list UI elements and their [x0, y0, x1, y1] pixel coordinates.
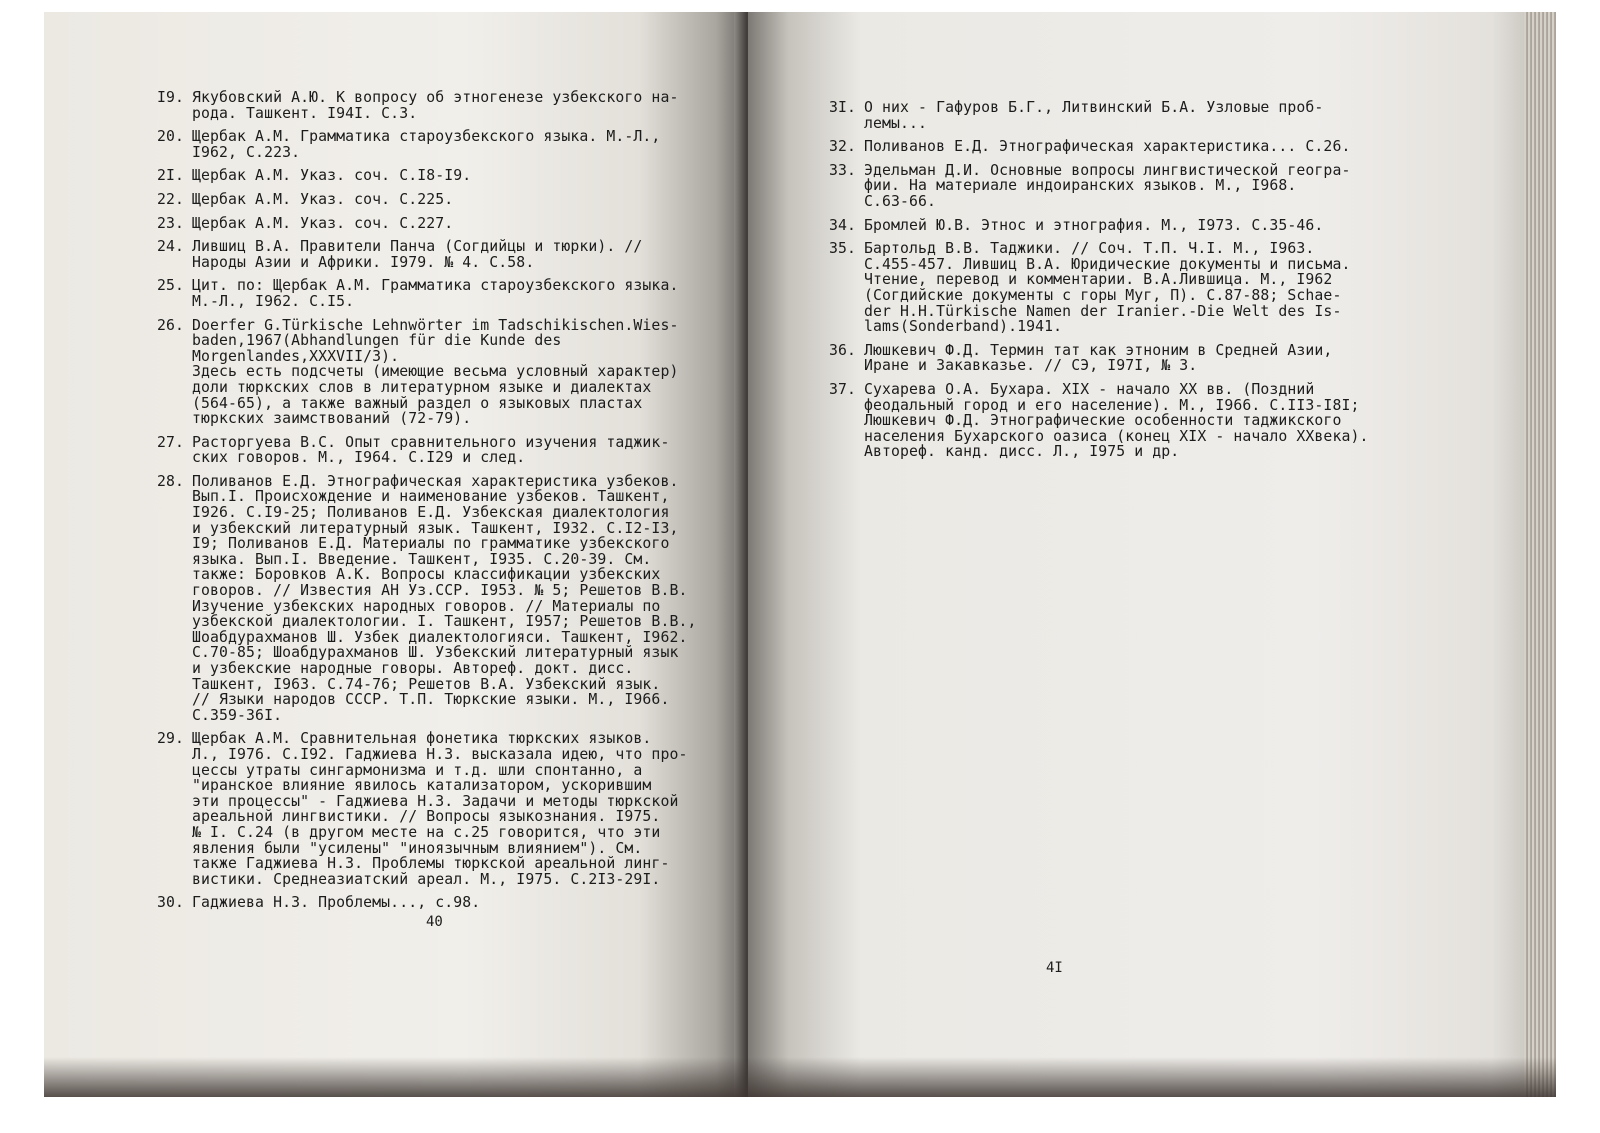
footnote-text: Эдельман Д.И. Основные вопросы лингвистической геогра- фии. На материале индоиранских языков. М., I968. С.63-66.	[864, 161, 1351, 210]
footnote	[816, 382, 1456, 460]
footnote-text: Лившиц В.А. Правители Панча (Согдийцы и тюрки). // Народы Азии и Африки. I979. № 4. С.58.	[192, 238, 643, 271]
footnote-text: Поливанов Е.Д. Этнографическая характеристика узбеков. Вып.I. Происхождение и наименование узбеков. Ташкент, I926. С.I9-25; Поливанов Е.Д. Узбекская диалектология и узбекский литературный язык. Ташкент, I932. С.I2-I3, I9; Поливанов Е.Д. Материалы по грамматике узбекского языка. Вып.I. Введение. Ташкент, I935. С.20-39. См. также: Боровков А.К. Вопросы классификации узбекских говоров. // Известия АН Уз.ССР. I953. № 5; Решетов В.В. Изучение узбекских народных говоров. // Материалы по узбекской диалектологии. I. Ташкент, I957; Решетов В.В., Шоабдурахманов Ш. Узбек диалектологияси. Ташкент, I962. С.70-85; Шоабдурахманов Ш. Узбекский литературный язык и узбекские народные говоры. Автореф. докт. дисс. Ташкент, I963. С.74-76; Решетов В.А. Узбекский язык. // Языки народов СССР. Т.П. Тюркские языки. М., I966. С.359-36I.	[192, 472, 697, 724]
footnote	[144, 192, 704, 208]
footnote-number: 22.	[156, 190, 184, 208]
footnote-number: 33.	[828, 161, 856, 179]
footnote	[144, 474, 704, 724]
footnote-number: 23.	[156, 214, 184, 232]
footnote-number: 32.	[828, 138, 856, 156]
footnote	[816, 343, 1456, 374]
footnote-text: Расторгуева В.С. Опыт сравнительного изучения таджик- ских говоров. М., I964. С.I29 и след.	[192, 433, 670, 467]
footnote-number: 30.	[156, 894, 184, 912]
footnote-text: Щербак А.М. Сравнительная фонетика тюркских языков. Л., I976. С.I92. Гаджиева Н.З. высказала идею, что про- цессы утраты сингармонизма и т.д. шли спонтанно, а "иранское влияние явилось катализатором, ускорившим эти процессы" - Гаджиева Н.З. Задачи и методы тюркской ареальной лингвистики. // Вопросы языкознания. I975. № I. С.24 (в другом месте на с.25 говорится, что эти явления были "усилены" "иноязычным влиянием"). См. также Гаджиева Н.З. Проблемы тюркской ареальной линг- вистики. Среднеазиатский ареал. М., I975. С.2I3-29I.	[192, 730, 688, 888]
footnote-text: Цит. по: Щербак А.М. Грамматика староузбекского языка. М.-Л., I962. С.I5.	[192, 277, 679, 310]
footnote-number: 35.	[828, 240, 856, 258]
footnote-number: I9.	[156, 89, 184, 106]
left-page	[44, 12, 744, 1097]
footnote-number: 26.	[156, 316, 184, 334]
footnote	[144, 318, 704, 427]
footnote-text: Щербак А.М. Указ. соч. С.I8-I9.	[192, 167, 472, 185]
footnote-text: Щербак А.М. Грамматика староузбекского языка. М.-Л., I962, С.223.	[192, 128, 661, 161]
footnote-number: 37.	[828, 380, 856, 398]
footnote	[144, 216, 704, 232]
footnote-text: Сухарева О.А. Бухара. XIX - начало XX вв. (Поздний феодальный город и его население). М., I966. С.II3-I8I; Люшкевич Ф.Д. Этнографические особенности таджикского населения Бухарского оазиса (конец XIX - начало XXвека). Автореф. канд. дисс. Л., I975 и др.	[864, 380, 1369, 461]
page-number: 40	[426, 914, 443, 930]
footnote	[816, 163, 1456, 210]
footnote	[144, 278, 704, 309]
footnote	[816, 218, 1456, 234]
bottom-shadow	[44, 1057, 1556, 1097]
footnote-number: 20.	[156, 128, 184, 146]
footnote-text: Поливанов Е.Д. Этнографическая характеристика... С.26.	[864, 138, 1351, 156]
footnote-number: 28.	[156, 472, 184, 490]
footnote	[144, 731, 704, 887]
footnote-number: 2I.	[156, 167, 184, 185]
left-footnote-list	[144, 90, 704, 919]
footnote	[816, 139, 1456, 155]
page-edges	[1524, 12, 1556, 1097]
footnote	[144, 895, 704, 911]
footnote-text: Бартольд В.В. Таджики. // Соч. Т.П. Ч.I. М., I963. С.455-457. Лившиц В.А. Юридические документы и письма. Чтение, перевод и комментарии. В.А.Лившица. М., I962 (Согдийские документы с горы Муг, П). С.87-88; Schae- der H.H.Türkische Namen der Iranier.-Die Welt des Is- lams(Sonderband).1941.	[864, 240, 1351, 336]
right-page	[748, 12, 1556, 1097]
footnote-number: 24.	[156, 238, 184, 256]
footnote-text: Гаджиева Н.З. Проблемы..., с.98.	[192, 894, 481, 912]
footnote-number: 25.	[156, 277, 184, 295]
footnote	[144, 239, 704, 270]
footnote	[144, 129, 704, 160]
footnote-number: 34.	[828, 216, 856, 234]
footnote	[816, 241, 1456, 335]
footnote-number: 3I.	[828, 99, 856, 116]
footnote-text: О них - Гафуров Б.Г., Литвинский Б.А. Узловые проб- лемы...	[864, 99, 1324, 132]
footnote	[144, 435, 704, 466]
right-footnote-list	[816, 100, 1456, 468]
footnote-number: 36.	[828, 341, 856, 359]
footnote-text: Люшкевич Ф.Д. Термин тат как этноним в Средней Азии, Иране и Закавказье. // СЭ, I97I, № 3.	[864, 341, 1333, 375]
footnote	[144, 168, 704, 184]
footnote-text: Щербак А.М. Указ. соч. С.225.	[192, 190, 454, 208]
footnote	[144, 90, 704, 121]
page-number: 4I	[1046, 960, 1063, 976]
footnote-text: Бромлей Ю.В. Этнос и этнография. М., I973. С.35-46.	[864, 216, 1324, 234]
footnote-text: Щербак А.М. Указ. соч. С.227.	[192, 214, 454, 232]
footnote-text: Doerfer G.Türkische Lehnwörter im Tadschikischen.Wies- baden,1967(Abhandlungen für die Kunde des Morgenlandes,XXXVII/3). Здесь есть подсчеты (имеющие весьма условный характер) доли тюркских слов в литературном языке и диалектах (564-65), а также важный раздел о языковых пластах тюркских заимствований (72-79).	[192, 316, 679, 428]
footnote	[816, 100, 1456, 131]
footnote-number: 29.	[156, 730, 184, 748]
footnote-number: 27.	[156, 433, 184, 451]
footnote-text: Якубовский А.Ю. К вопросу об этногенезе узбекского на- рода. Ташкент. I94I. С.3.	[192, 89, 679, 122]
book-spread	[44, 12, 1556, 1097]
